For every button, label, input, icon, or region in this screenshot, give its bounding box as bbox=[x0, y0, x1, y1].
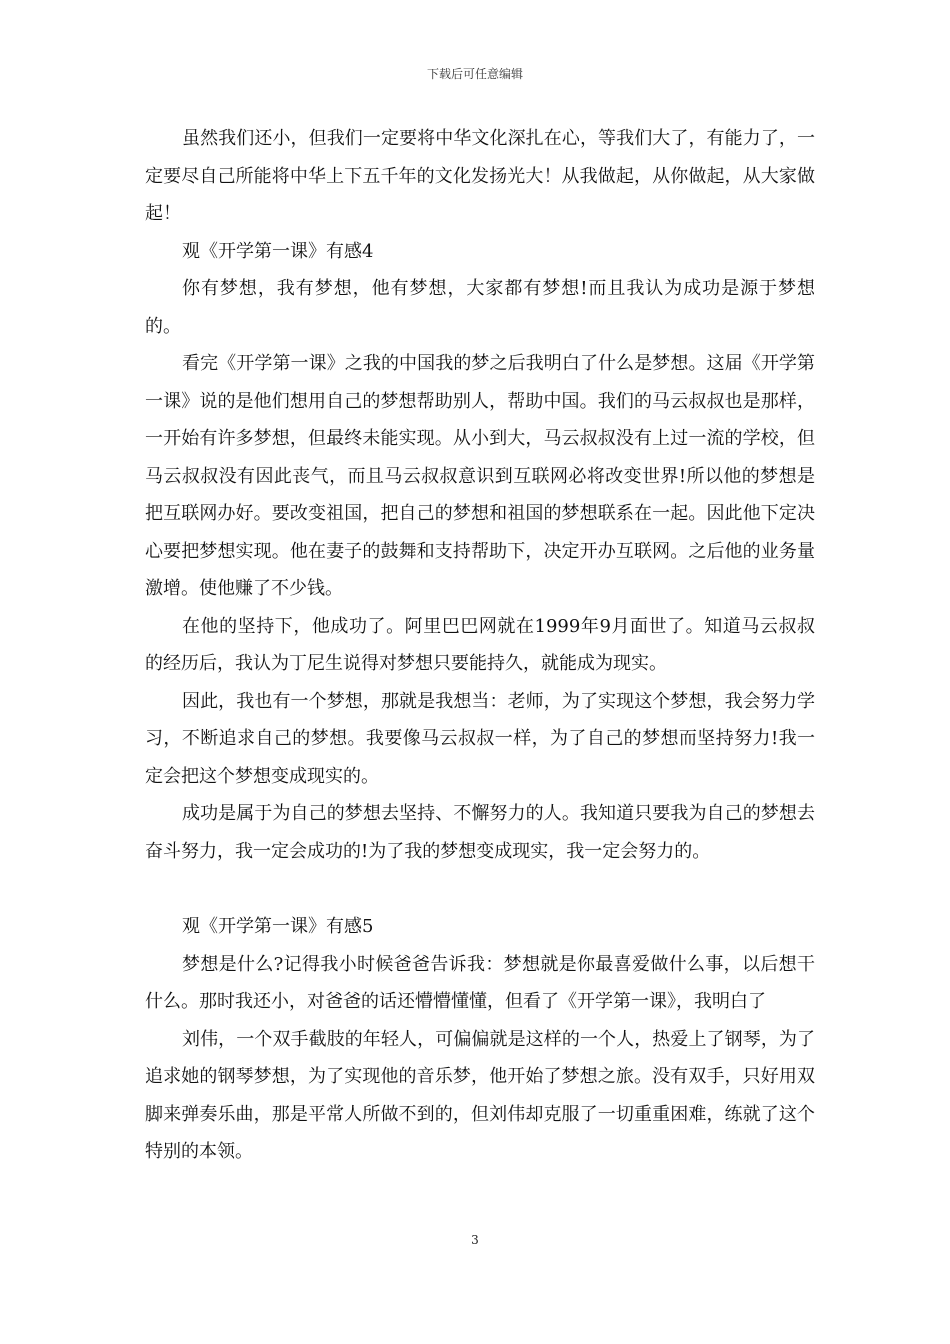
paragraph-what-is-dream: 梦想是什么?记得我小时候爸爸告诉我：梦想就是你最喜爱做什么事，以后想干什么。那时我还小，对爸爸的话还懵懵懂懂，但看了《开学第一课》，我明白了 bbox=[145, 953, 815, 1012]
page-header: 下载后可任意编辑 bbox=[426, 67, 523, 81]
section-heading-4: 观《开学第一课》有感4 bbox=[182, 240, 374, 262]
paragraph-everyone-has-dreams: 你有梦想，我有梦想，他有梦想，大家都有梦想!而且我认为成功是源于梦想的。 bbox=[145, 278, 815, 337]
page-number: 3 bbox=[471, 1233, 479, 1247]
section-heading-5: 观《开学第一课》有感5 bbox=[182, 916, 374, 937]
paragraph-my-dream-teacher: 因此，我也有一个梦想，那就是我想当：老师，为了实现这个梦想，我会努力学习，不断追求自己的梦想。我要像马云叔叔一样，为了自己的梦想而坚持努力!我一定会把这个梦想变成现实的。 bbox=[145, 690, 815, 787]
paragraph-jack-ma-story: 看完《开学第一课》之我的中国我的梦之后我明白了什么是梦想。这届《开学第一课》说的是他们想用自己的梦想帮助别人，帮助中国。我们的马云叔叔也是那样，一开始有许多梦想，但最终未能实现。从小到大，马云叔叔没有上过一流的学校，但马云叔叔没有因此丧气，而且马云叔叔意识到互联网必将改变世界!所以他的梦想是把互联网办好。要改变祖国，把自己的梦想和祖国的梦想联系在一起。因此他下定决心要把梦想实现。他在妻子的鼓舞和支持帮助下，决定开办互联网。之后他的业务量激增。使他赚了不少钱。 bbox=[145, 353, 815, 599]
paragraph-liu-wei-story: 刘伟，一个双手截肢的年轻人，可偏偏就是这样的一个人，热爱上了钢琴，为了追求她的钢琴梦想，为了实现他的音乐梦，他开始了梦想之旅。没有双手，只好用双脚来弹奏乐曲，那是平常人所做不到的，但刘伟却克服了一切重重困难，练就了这个特别的本领。 bbox=[145, 1028, 815, 1162]
paragraph-cultural-heritage: 虽然我们还小，但我们一定要将中华文化深扎在心，等我们大了，有能力了，一定要尽自己所能将中华上下五千年的文化发扬光大！从我做起，从你做起，从大家做起！ bbox=[145, 128, 815, 224]
paragraph-alibaba-success: 在他的坚持下，他成功了。阿里巴巴网就在1999年9月面世了。知道马云叔叔的经历后，我认为丁尼生说得对梦想只要能持久，就能成为现实。 bbox=[145, 615, 815, 674]
section-spacer bbox=[145, 870, 815, 908]
document-body bbox=[145, 120, 815, 1171]
paragraph-success-belongs: 成功是属于为自己的梦想去坚持、不懈努力的人。我知道只要我为自己的梦想去奋斗努力，我一定会成功的!为了我的梦想变成现实，我一定会努力的。 bbox=[145, 803, 815, 862]
